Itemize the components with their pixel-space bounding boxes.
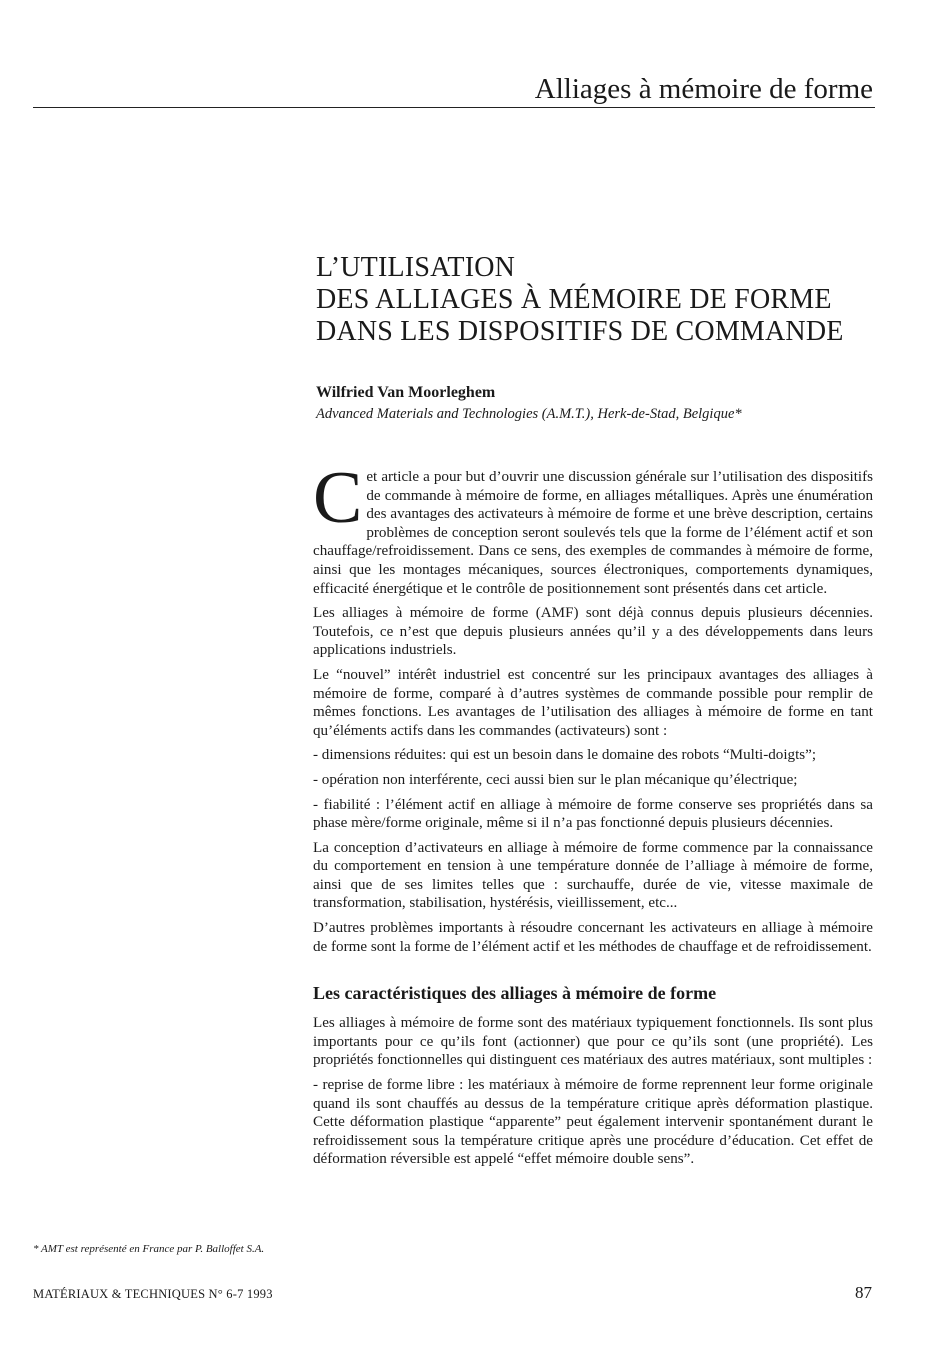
title-line: L’UTILISATION (316, 252, 516, 283)
abstract-text: et article a pour but d’ouvrir une discussion générale sur l’utilisation des dispositifs de commande à mémoire de forme, en alliages métalliques. Après une énumération des avantages des activateurs à mémoire de forme et une brève description, certains problèmes de conception seront soulevés tels que la forme de l’élément actif et son chauffage/refroidissement. Dans ce sens, des exemples de commandes à mémoire de forme, ainsi que les montages mécaniques, sources électroniques, comportements dynamiques, efficacité énergétique et le contrôle de positionnement sont présentés dans cet article. (313, 469, 873, 597)
body-paragraph: D’autres problèmes importants à résoudre concernant les activateurs en alliage à mémoire de forme sont la forme de l’élément actif et les méthodes de chauffage et de refroidissement. (313, 920, 873, 955)
journal-citation: MATÉRIAUX & TECHNIQUES N° 6-7 1993 (33, 1287, 273, 1301)
list-item: - opération non interférente, ceci aussi bien sur le plan mécanique qu’électrique; (313, 771, 798, 788)
body-paragraph: La conception d’activateurs en alliage à mémoire de forme commence par la connaissance du comportement en tension à une température donnée de l’alliage à mémoire de forme, ainsi que de ses limites telles que : surchauffe, durée de vie, vitesse maximale de transformation, stabilisation, hystérésis, vieillissement, etc... (313, 839, 873, 912)
article-title (316, 252, 896, 348)
list-item: - dimensions réduites: qui est un besoin dans le domaine des robots “Multi-doigts”; (313, 747, 817, 764)
title-line: DES ALLIAGES À MÉMOIRE DE FORME (316, 284, 832, 315)
running-head-title: Alliages à mémoire de forme (534, 73, 873, 105)
list-item: - fiabilité : l’élément actif en alliage à mémoire de forme conserve ses propriétés dans sa phase mère/forme originale, même si il n’a pas fonctionné depuis plusieurs décennies. (313, 796, 873, 832)
body-paragraph: Les alliages à mémoire de forme sont des matériaux typiquement fonctionnels. Ils sont plus importants pour ce qu’ils font (actionner) que pour ce qu’ils sont (une propriété). Les propriétés fonctionnelles qui distinguent ces matériaux des autres matériaux, sont multiples : (313, 1015, 873, 1069)
body-paragraph: Les alliages à mémoire de forme (AMF) sont déjà connus depuis plusieurs décennies. Toutefois, ce n’est que depuis plusieurs années qu’il y a des développements dans leurs applications industriels. (313, 605, 873, 659)
author-name: Wilfried Van Moorleghem (316, 384, 496, 401)
abstract-paragraph (313, 457, 873, 598)
header-rule (33, 107, 875, 108)
section-heading: Les caractéristiques des alliages à mémoire de forme (313, 983, 717, 1004)
page-number: 87 (855, 1283, 872, 1302)
footnote: * AMT est représenté en France par P. Balloffet S.A. (33, 1243, 265, 1255)
drop-cap: C (313, 457, 363, 539)
list-item: - reprise de forme libre : les matériaux à mémoire de forme reprennent leur forme originale quand ils sont chauffés au dessus de la température critique après déformation plastique. Cette déformation plastique “apparente” peut également intervenir spontanément durant le refroidissement sous la température critique après une procédure d’éducation. Cet effet de déformation réversible est appelé “effet mémoire double sens”. (313, 1077, 873, 1168)
article-body (313, 457, 873, 1175)
body-paragraph: Le “nouvel” intérêt industriel est concentré sur les principaux avantages des alliages à mémoire de forme, comparé à d’autres systèmes de commande possible pour remplir de mêmes fonctions. Les avantages de l’utilisation des alliages à mémoire de forme en tant qu’éléments actifs dans les commandes (activateurs) sont : (313, 666, 873, 739)
author-affiliation: Advanced Materials and Technologies (A.M.T.), Herk-de-Stad, Belgique* (316, 406, 742, 422)
title-line: DANS LES DISPOSITIFS DE COMMANDE (316, 316, 844, 347)
